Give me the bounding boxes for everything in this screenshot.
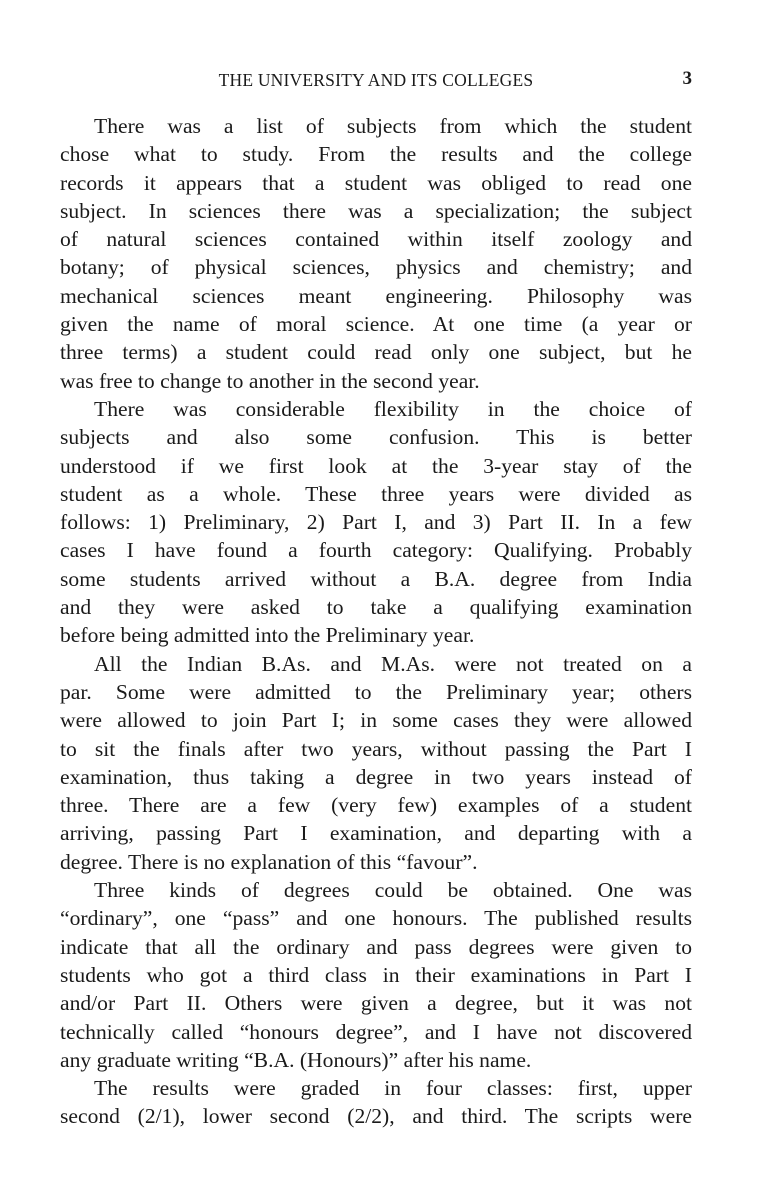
text-line: before being admitted into the Preliminary year.	[60, 623, 475, 648]
text-line: All the Indian B.As. and M.As. were not treated on a	[94, 651, 692, 676]
text-line: given the name of moral science. At one time (a year or	[60, 312, 692, 337]
running-head	[60, 66, 692, 96]
text-line: to sit the finals after two years, without passing the Part I	[60, 736, 692, 761]
paragraph-results-grading	[60, 1074, 692, 1131]
text-line: any graduate writing “B.A. (Honours)” after his name.	[60, 1047, 532, 1072]
text-line: The results were graded in four classes: first, upper	[94, 1076, 692, 1101]
paragraph-flexibility	[60, 395, 692, 650]
text-line: and they were asked to take a qualifying examination	[60, 595, 692, 620]
text-line: student as a whole. These three years were divided as	[60, 481, 692, 506]
text-line: examination, thus taking a degree in two years instead of	[60, 764, 692, 789]
text-line: Three kinds of degrees could be obtained. One was	[94, 878, 692, 903]
text-line: follows: 1) Preliminary, 2) Part I, and 3) Part II. In a few	[60, 510, 692, 535]
text-line: technically called “honours degree”, and I have not discovered	[60, 1019, 692, 1044]
text-line: was free to change to another in the second year.	[60, 368, 480, 393]
text-line: cases I have found a fourth category: Qualifying. Probably	[60, 538, 692, 563]
text-line: indicate that all the ordinary and pass degrees were given to	[60, 934, 692, 959]
text-line: “ordinary”, one “pass” and one honours. The published results	[60, 906, 692, 931]
text-line: three. There are a few (very few) examples of a student	[60, 793, 692, 818]
text-line: of natural sciences contained within itself zoology and	[60, 227, 692, 252]
text-line: par. Some were admitted to the Preliminary year; others	[60, 679, 692, 704]
text-line: subjects and also some confusion. This is better	[60, 425, 692, 450]
paragraph-degree-kinds	[60, 876, 692, 1074]
text-line: three terms) a student could read only one subject, but he	[60, 340, 692, 365]
text-line: students who got a third class in their examinations in Part I	[60, 962, 692, 987]
text-line: and/or Part II. Others were given a degree, but it was not	[60, 991, 692, 1016]
text-line: subject. In sciences there was a specialization; the subject	[60, 198, 692, 223]
page-number: 3	[682, 68, 692, 89]
text-line: arriving, passing Part I examination, and departing with a	[60, 821, 692, 846]
text-line: There was a list of subjects from which the student	[94, 114, 692, 138]
text-line: records it appears that a student was obliged to read one	[60, 170, 692, 195]
running-title: THE UNIVERSITY AND ITS COLLEGES	[218, 70, 534, 90]
text-line: second (2/1), lower second (2/2), and third. The scripts were	[60, 1104, 692, 1129]
text-line: There was considerable flexibility in the choice of	[94, 396, 692, 421]
paragraph-subject-choice	[60, 112, 692, 395]
text-line: botany; of physical sciences, physics and chemistry; and	[60, 255, 692, 280]
paragraph-indian-graduates	[60, 650, 692, 876]
text-line: degree. There is no explanation of this “favour”.	[60, 849, 478, 874]
text-line: understood if we first look at the 3-year stay of the	[60, 453, 692, 478]
text-line: some students arrived without a B.A. degree from India	[60, 566, 692, 591]
body-text	[60, 112, 692, 1131]
text-line: were allowed to join Part I; in some cases they were allowed	[60, 708, 692, 733]
text-line: mechanical sciences meant engineering. Philosophy was	[60, 283, 692, 308]
text-line: chose what to study. From the results and the college	[60, 142, 692, 167]
